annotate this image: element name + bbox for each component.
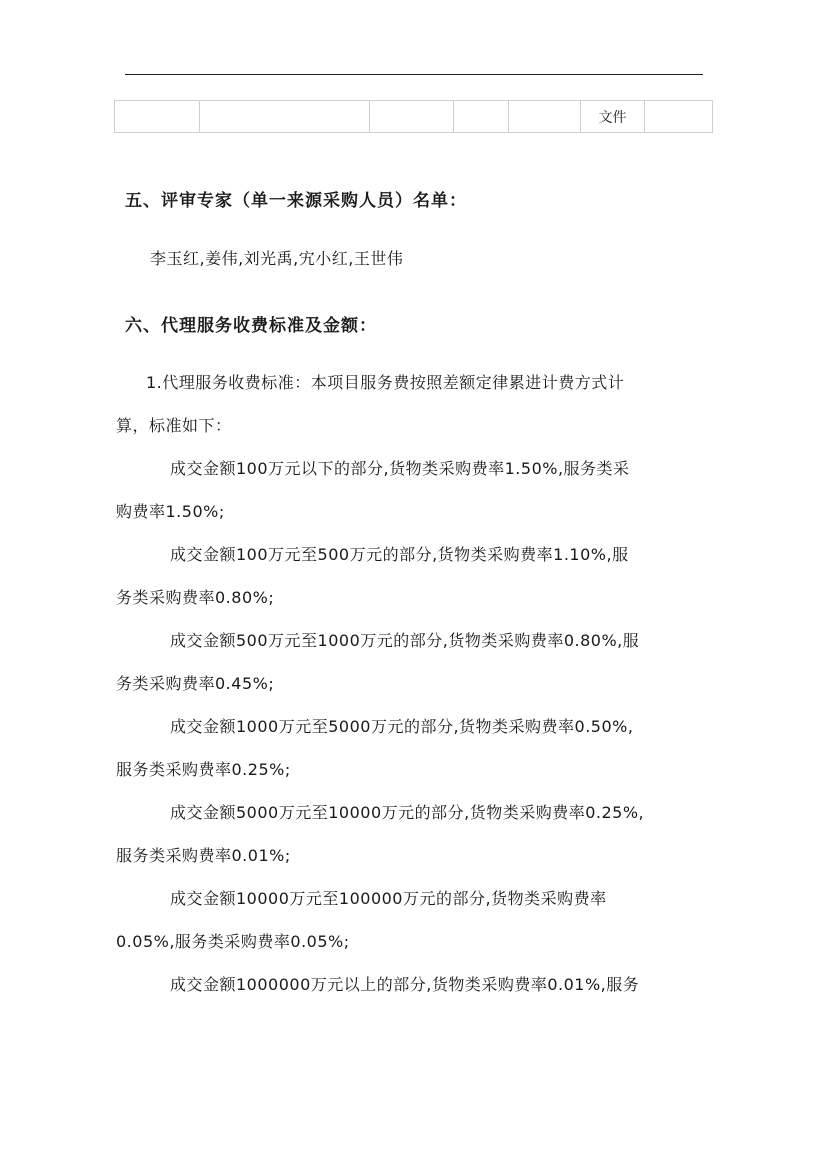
section-6-heading: 六、代理服务收费标准及金额： [125, 316, 377, 336]
paragraph-line: 购费率1.50%; [116, 502, 225, 521]
paragraph-line: 1.代理服务收费标准：本项目服务费按照差额定律累进计费方式计 [146, 373, 625, 392]
paragraph-line: 成交金额5000万元至10000万元的部分,货物类采购费率0.25%, [170, 803, 645, 822]
table-cell [454, 101, 509, 133]
results-table-fragment [114, 100, 713, 133]
paragraph-line: 服务类采购费率0.01%; [116, 846, 291, 865]
paragraph-line: 成交金额100万元以下的部分,货物类采购费率1.50%,服务类采 [170, 459, 630, 478]
table-cell [509, 101, 581, 133]
table-cell [645, 101, 713, 133]
table-cell [200, 101, 370, 133]
paragraph-line: 务类采购费率0.80%; [116, 588, 275, 607]
paragraph-line: 服务类采购费率0.25%; [116, 760, 291, 779]
table-row [115, 101, 713, 133]
paragraph-line: 成交金额10000万元至100000万元的部分,货物类采购费率 [170, 889, 607, 908]
table-cell [370, 101, 454, 133]
header-rule [125, 74, 703, 75]
table-cell-file: 文件 [581, 101, 645, 133]
paragraph-line: 务类采购费率0.45%; [116, 674, 275, 693]
paragraph-line: 成交金额1000万元至5000万元的部分,货物类采购费率0.50%, [170, 717, 634, 736]
expert-names: 李玉红,姜伟,刘光禹,宄小红,王世伟 [150, 249, 404, 268]
paragraph-line: 成交金额100万元至500万元的部分,货物类采购费率1.10%,服 [170, 545, 629, 564]
section-5-heading: 五、评审专家（单一来源采购人员）名单： [125, 191, 467, 211]
paragraph-line: 成交金额1000000万元以上的部分,货物类采购费率0.01%,服务 [170, 975, 640, 994]
table-cell [115, 101, 200, 133]
paragraph-line: 算，标准如下： [116, 416, 232, 435]
paragraph-line: 成交金额500万元至1000万元的部分,货物类采购费率0.80%,服 [170, 631, 640, 650]
paragraph-line: 0.05%,服务类采购费率0.05%; [116, 932, 350, 951]
